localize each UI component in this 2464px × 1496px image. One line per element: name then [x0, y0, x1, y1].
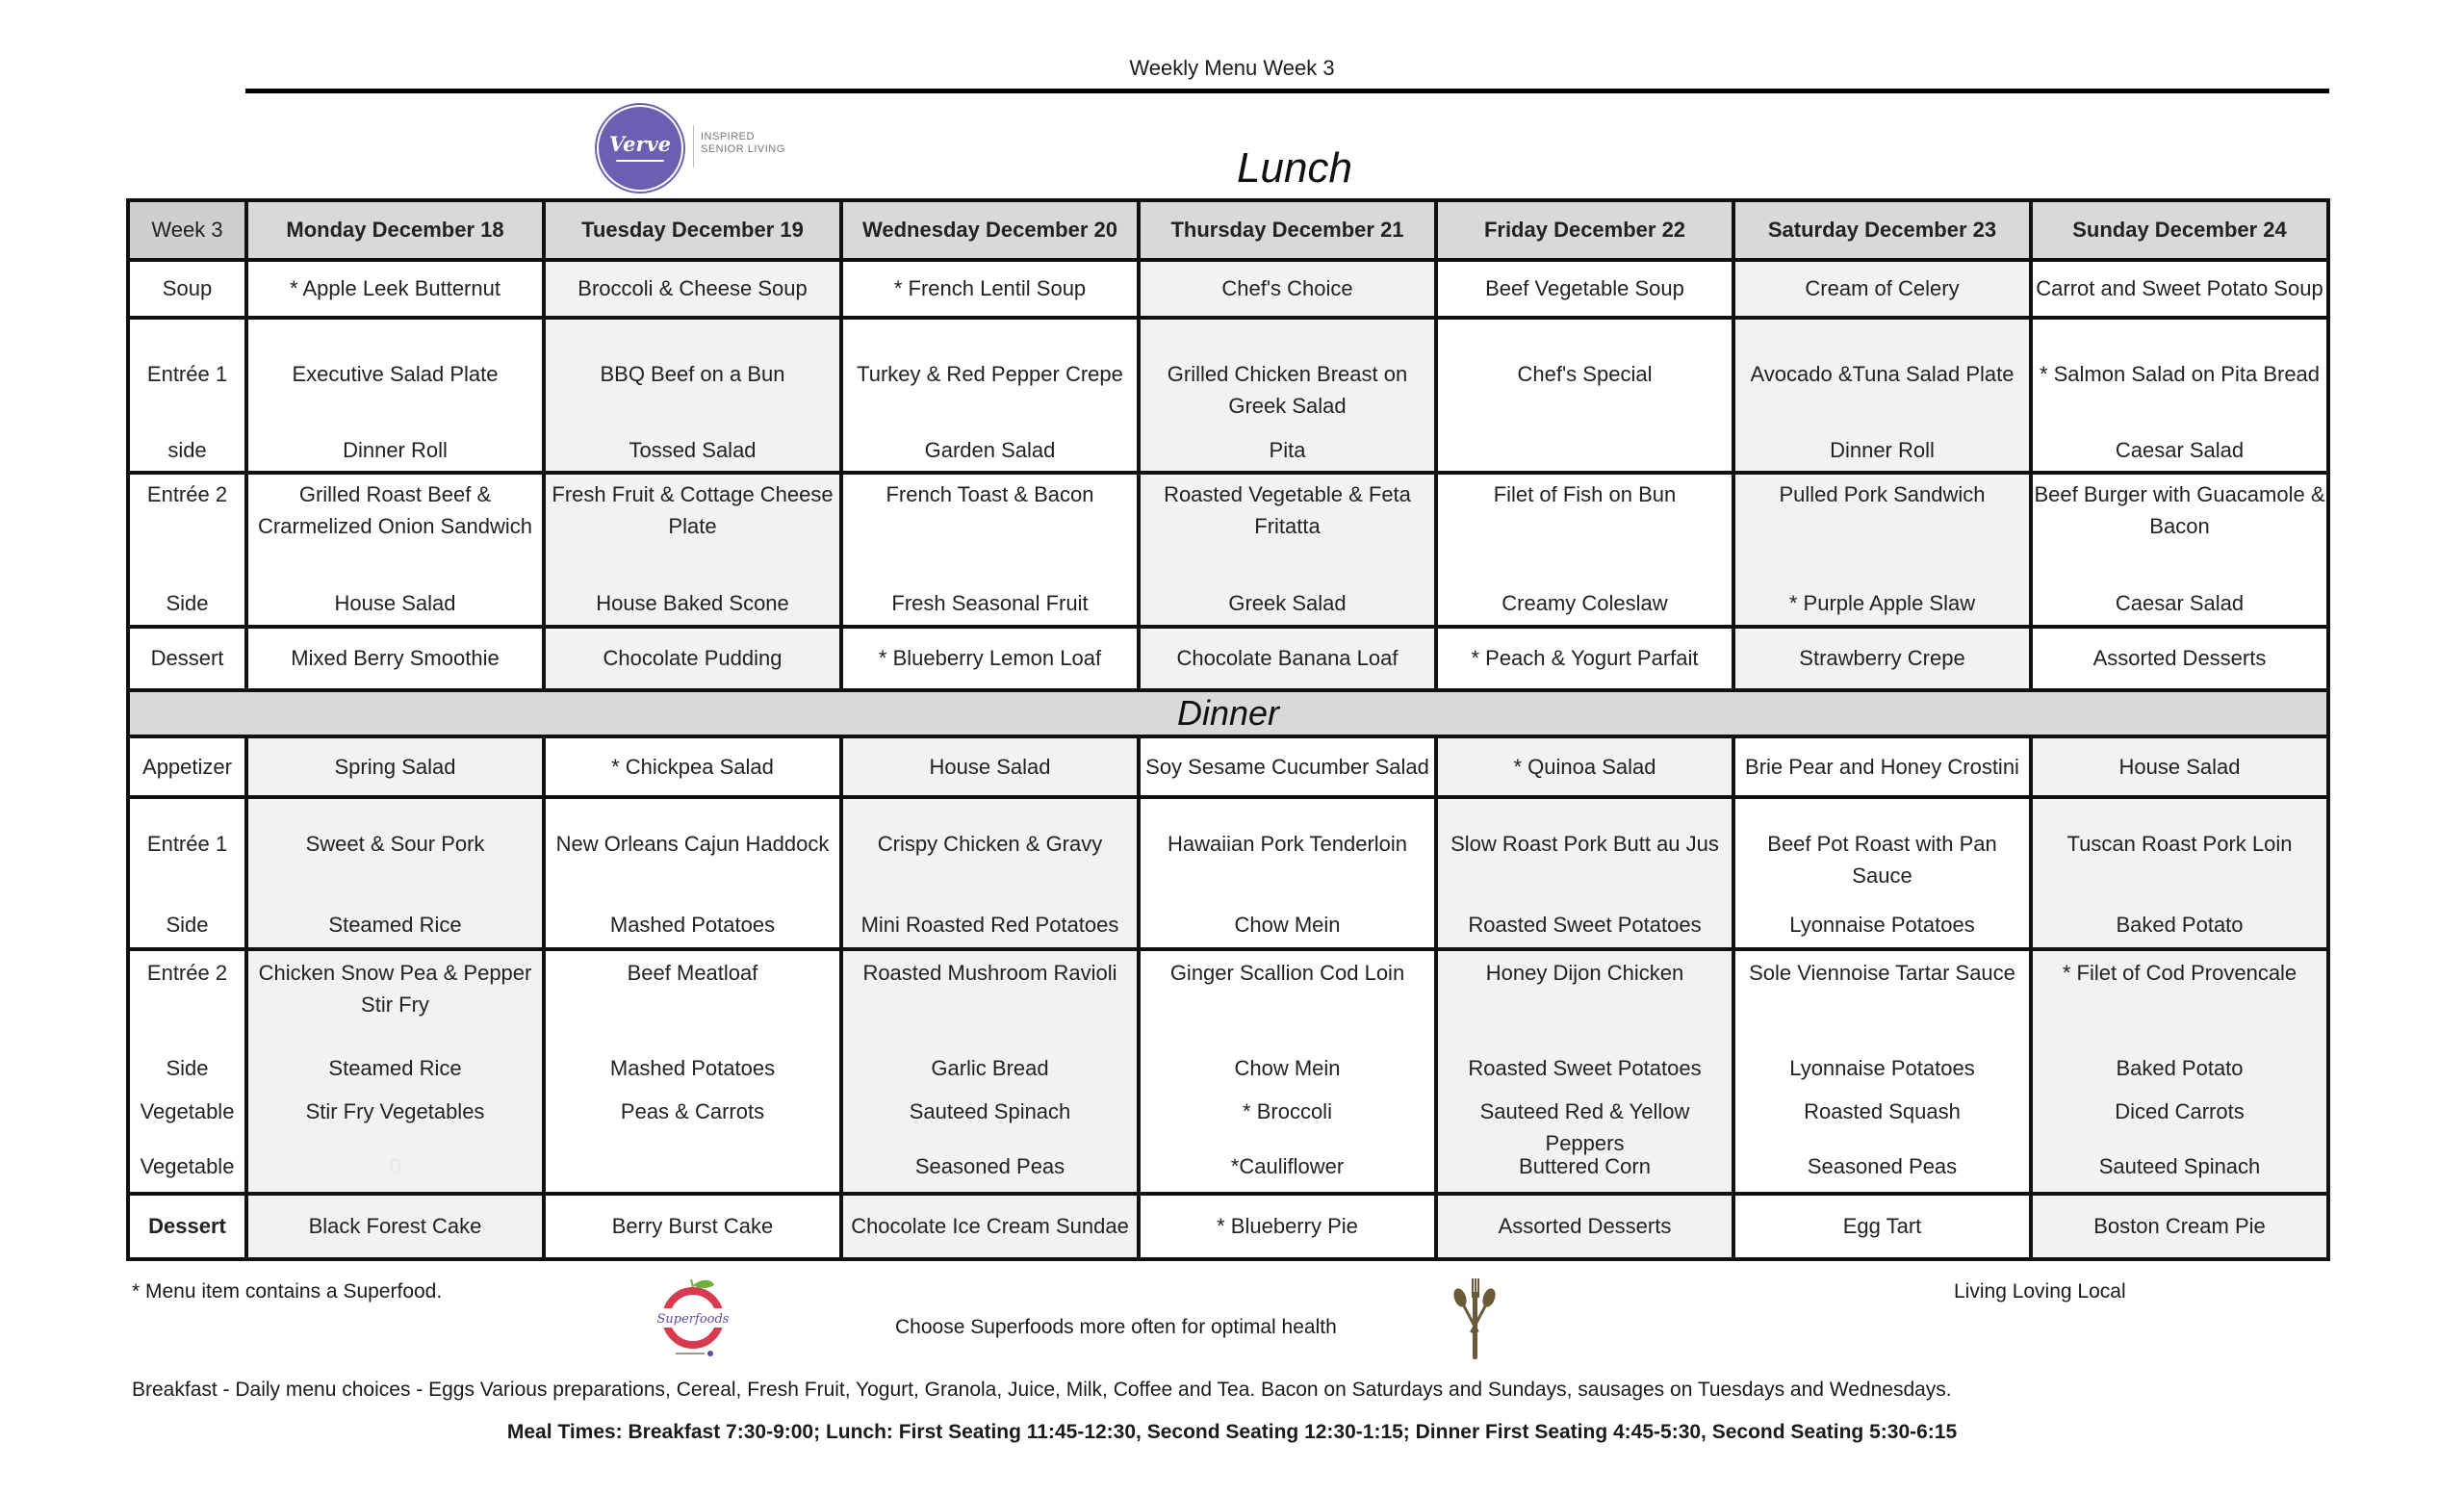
row-label: Soup	[128, 260, 246, 318]
menu-item: Roasted Squash	[1804, 1099, 1961, 1123]
cell-stack	[1735, 475, 2029, 625]
menu-item: Egg Tart	[1842, 1214, 1922, 1238]
menu-cell	[2031, 627, 2328, 690]
menu-cell	[1139, 736, 1436, 797]
menu-cell	[1733, 949, 2031, 1194]
menu-item: Chow Mein	[1234, 1056, 1341, 1080]
cell-stack	[1735, 320, 2029, 471]
menu-item: Grilled Roast Beef & Crarmelized Onion Sandwich	[258, 482, 532, 538]
lunch-soup-row	[128, 260, 2328, 318]
menu-cell	[544, 949, 841, 1194]
menu-item: Assorted Desserts	[1498, 1214, 1672, 1238]
menu-item: Broccoli & Cheese Soup	[578, 276, 808, 300]
row-label: Side	[166, 913, 209, 937]
menu-table	[126, 198, 2330, 1261]
menu-item: Stir Fry Vegetables	[305, 1099, 485, 1123]
cell-stack	[843, 799, 1137, 947]
menu-cell	[1436, 1194, 1733, 1259]
menu-cell	[841, 318, 1139, 473]
menu-cell	[1139, 318, 1436, 473]
menu-item: Buttered Corn	[1519, 1154, 1651, 1178]
row-label: Entrée 1	[146, 832, 228, 856]
menu-cell	[841, 473, 1139, 627]
menu-cell	[544, 797, 841, 949]
menu-item: * Salmon Salad on Pita Bread	[2039, 362, 2321, 386]
menu-item: Sauteed Red & Yellow Peppers	[1479, 1099, 1690, 1155]
menu-item: House Salad	[2118, 754, 2241, 779]
menu-item: Chicken Snow Pea & Pepper Stir Fry	[258, 961, 532, 1017]
document-title: Weekly Menu Week 3	[1129, 56, 1335, 80]
menu-item: Tossed Salad	[629, 438, 757, 462]
row-label-cell	[128, 473, 246, 627]
menu-cell	[841, 949, 1139, 1194]
menu-item: Lyonnaise Potatoes	[1789, 1056, 1975, 1080]
menu-item: Turkey & Red Pepper Crepe	[857, 362, 1123, 386]
row-label: Side	[166, 1056, 209, 1080]
menu-item: * French Lentil Soup	[893, 276, 1087, 300]
menu-item: Berry Burst Cake	[611, 1214, 774, 1238]
menu-item: Spring Salad	[334, 754, 456, 779]
menu-item: Carrot and Sweet Potato Soup	[2036, 276, 2323, 300]
cell-stack	[248, 951, 542, 1192]
row-label: Vegetable	[140, 1154, 235, 1178]
day-header: Monday December 18	[246, 200, 544, 260]
menu-item: Roasted Sweet Potatoes	[1468, 1056, 1702, 1080]
superfoods-tagline: Choose Superfoods more often for optimal health	[895, 1316, 1337, 1338]
week-label: Week 3	[128, 200, 246, 260]
menu-item: BBQ Beef on a Bun	[600, 362, 785, 386]
logo-tagline-line2: SENIOR LIVING	[701, 143, 785, 155]
cell-stack	[1141, 799, 1434, 947]
lunch-entree2-row	[128, 473, 2328, 627]
menu-item: Assorted Desserts	[2092, 646, 2267, 670]
menu-item: Chow Mein	[1234, 913, 1341, 937]
cell-stack	[2033, 475, 2326, 625]
header-rule	[245, 89, 2329, 93]
menu-cell	[246, 736, 544, 797]
row-label-cell	[128, 318, 246, 473]
menu-item: New Orleans Cajun Haddock	[555, 832, 830, 856]
row-label: Appetizer	[128, 736, 246, 797]
menu-cell	[841, 797, 1139, 949]
menu-item: Brie Pear and Honey Crostini	[1745, 754, 2019, 779]
row-label: side	[167, 438, 207, 462]
cell-stack	[1438, 320, 1732, 471]
menu-item: Diced Carrots	[2115, 1099, 2245, 1123]
row-label: Entrée 1	[146, 362, 228, 386]
row-label: Entrée 2	[146, 961, 228, 985]
menu-item: Ginger Scallion Cod Loin	[1169, 961, 1405, 985]
logo-tagline	[701, 131, 785, 156]
menu-item: Greek Salad	[1228, 591, 1347, 615]
menu-cell	[1139, 627, 1436, 690]
menu-item: Chef's Choice	[1221, 276, 1353, 300]
menu-item: Chocolate Ice Cream Sundae	[851, 1214, 1129, 1238]
row-label-cell	[128, 949, 246, 1194]
menu-cell	[1436, 627, 1733, 690]
menu-item: Grilled Chicken Breast on Greek Salad	[1167, 362, 1408, 418]
svg-text:Superfoods: Superfoods	[656, 1312, 730, 1327]
menu-item: * Blueberry Lemon Loaf	[878, 646, 1102, 670]
menu-cell	[1436, 318, 1733, 473]
logo-divider	[693, 125, 694, 168]
menu-item: Chocolate Pudding	[603, 646, 783, 670]
menu-item: Honey Dijon Chicken	[1485, 961, 1684, 985]
day-header-row	[128, 200, 2328, 260]
menu-item: Beef Burger with Guacamole & Bacon	[2034, 482, 2325, 538]
menu-cell	[1436, 949, 1733, 1194]
cell-stack	[130, 951, 244, 1192]
menu-cell	[246, 260, 544, 318]
menu-cell	[544, 473, 841, 627]
day-header: Friday December 22	[1436, 200, 1733, 260]
lunch-dessert-row	[128, 627, 2328, 690]
cell-stack	[248, 320, 542, 471]
menu-cell	[841, 1194, 1139, 1259]
menu-item: Roasted Vegetable & Feta Fritatta	[1164, 482, 1411, 538]
menu-item: Sauteed Spinach	[909, 1099, 1071, 1123]
meal-times: Meal Times: Breakfast 7:30-9:00; Lunch: First Seating 11:45-12:30, Second Seating 12:30-1:15; Dinner First Seating 4:45-5:30, Second Seating 5:30-6:15	[506, 1421, 1958, 1443]
menu-item: Peas & Carrots	[620, 1099, 765, 1123]
menu-item: Mixed Berry Smoothie	[291, 646, 500, 670]
logo-word: Verve	[608, 132, 672, 156]
day-header: Thursday December 21	[1139, 200, 1436, 260]
cell-stack	[1438, 799, 1732, 947]
menu-cell	[1733, 318, 2031, 473]
menu-item: Roasted Sweet Potatoes	[1468, 913, 1702, 937]
menu-cell	[1733, 627, 2031, 690]
cell-stack	[1141, 475, 1434, 625]
superfood-footnote: * Menu item contains a Superfood.	[132, 1280, 443, 1303]
menu-cell	[246, 1194, 544, 1259]
menu-item: Pulled Pork Sandwich	[1779, 482, 1986, 506]
menu-item: Chocolate Banana Loaf	[1176, 646, 1399, 670]
menu-item: Boston Cream Pie	[2093, 1214, 2266, 1238]
menu-item: House Baked Scone	[596, 591, 789, 615]
dinner-appetizer-row	[128, 736, 2328, 797]
menu-cell	[1733, 260, 2031, 318]
menu-cell	[2031, 949, 2328, 1194]
menu-cell	[1139, 260, 1436, 318]
cell-stack	[1141, 320, 1434, 471]
menu-item: Black Forest Cake	[308, 1214, 482, 1238]
menu-item: Executive Salad Plate	[292, 362, 499, 386]
menu-item: Filet of Fish on Bun	[1493, 482, 1677, 506]
menu-cell	[2031, 473, 2328, 627]
menu-item: Strawberry Crepe	[1799, 646, 1965, 670]
menu-cell	[246, 473, 544, 627]
verve-logo	[597, 105, 683, 192]
row-label: Dessert	[128, 1194, 246, 1259]
menu-cell	[841, 736, 1139, 797]
menu-item: Seasoned Peas	[1807, 1154, 1958, 1178]
menu-item: Lyonnaise Potatoes	[1789, 913, 1975, 937]
menu-cell	[544, 736, 841, 797]
menu-item: French Toast & Bacon	[886, 482, 1094, 506]
menu-cell	[2031, 797, 2328, 949]
menu-cell	[544, 318, 841, 473]
menu-item: Fresh Seasonal Fruit	[891, 591, 1089, 615]
menu-item: * Apple Leek Butternut	[290, 276, 500, 300]
dinner-dessert-row	[128, 1194, 2328, 1259]
menu-cell	[1139, 797, 1436, 949]
row-label: Entrée 2	[146, 482, 228, 506]
menu-item: Beef Vegetable Soup	[1485, 276, 1684, 300]
menu-item: Caesar Salad	[2115, 438, 2245, 462]
menu-item: Creamy Coleslaw	[1502, 591, 1668, 615]
day-header: Tuesday December 19	[544, 200, 841, 260]
menu-cell	[1139, 473, 1436, 627]
dinner-header-row	[128, 690, 2328, 736]
cell-stack	[843, 951, 1137, 1192]
cell-stack	[843, 320, 1137, 471]
dinner-title: Dinner	[1176, 693, 1280, 733]
menu-cell	[246, 318, 544, 473]
menu-item: * Chickpea Salad	[611, 754, 774, 779]
menu-cell	[1139, 949, 1436, 1194]
cell-stack	[2033, 799, 2326, 947]
menu-cell	[2031, 736, 2328, 797]
cell-stack	[1735, 799, 2029, 947]
menu-cell	[1733, 473, 2031, 627]
menu-cell	[1139, 1194, 1436, 1259]
cell-stack	[248, 475, 542, 625]
breakfast-note: Breakfast - Daily menu choices - Eggs Various preparations, Cereal, Fresh Fruit, Yogurt, Granola, Juice, Milk, Coffee and Tea. Bacon on Saturdays and Sundays, sausages on Tuesdays and Wednesdays.	[132, 1379, 1952, 1401]
dinner-entree1-row	[128, 797, 2328, 949]
menu-cell	[246, 627, 544, 690]
menu-item: * Purple Apple Slaw	[1788, 591, 1976, 615]
menu-cell	[1436, 797, 1733, 949]
menu-cell	[544, 260, 841, 318]
menu-item: * Broccoli	[1243, 1099, 1332, 1123]
menu-item: Garden Salad	[924, 438, 1056, 462]
cell-stack	[2033, 320, 2326, 471]
row-label: Side	[166, 591, 209, 615]
menu-item: Fresh Fruit & Cottage Cheese Plate	[552, 482, 834, 538]
menu-item: House Salad	[929, 754, 1051, 779]
menu-item: Crispy Chicken & Gravy	[877, 832, 1103, 856]
menu-cell	[841, 260, 1139, 318]
utensils-icon	[1453, 1278, 1496, 1359]
menu-cell	[2031, 318, 2328, 473]
day-header: Sunday December 24	[2031, 200, 2328, 260]
menu-item: * Quinoa Salad	[1513, 754, 1656, 779]
menu-item: House Salad	[334, 591, 456, 615]
menu-item: * Blueberry Pie	[1217, 1214, 1358, 1238]
cell-stack	[1141, 951, 1434, 1192]
menu-item: Seasoned Peas	[914, 1154, 1065, 1178]
menu-item: Dinner Roll	[343, 438, 448, 462]
logo-swash	[616, 160, 664, 162]
cell-stack	[248, 799, 542, 947]
menu-item: 0	[389, 1154, 401, 1178]
menu-item: Dinner Roll	[1830, 438, 1935, 462]
menu-cell	[841, 627, 1139, 690]
cell-stack	[843, 475, 1137, 625]
menu-cell	[1733, 797, 2031, 949]
menu-item: Chef's Special	[1517, 362, 1653, 386]
menu-item: Cream of Celery	[1805, 276, 1960, 300]
cell-stack	[1438, 475, 1732, 625]
menu-cell	[1436, 260, 1733, 318]
menu-cell	[246, 949, 544, 1194]
row-label-cell	[128, 797, 246, 949]
menu-item: Mini Roasted Red Potatoes	[860, 913, 1119, 937]
menu-item: Pita	[1269, 438, 1306, 462]
lunch-entree1-row	[128, 318, 2328, 473]
cell-stack	[546, 799, 839, 947]
menu-item: *Cauliflower	[1230, 1154, 1345, 1178]
menu-cell	[1436, 473, 1733, 627]
cell-stack	[1438, 951, 1732, 1192]
menu-item: Garlic Bread	[931, 1056, 1049, 1080]
logo-tagline-line1: INSPIRED	[701, 131, 755, 142]
day-header: Saturday December 23	[1733, 200, 2031, 260]
menu-item: Roasted Mushroom Ravioli	[862, 961, 1117, 985]
row-label: Vegetable	[140, 1099, 235, 1123]
menu-item: Mashed Potatoes	[609, 1056, 776, 1080]
dinner-entree2-row	[128, 949, 2328, 1194]
cell-stack	[130, 799, 244, 947]
menu-item: Caesar Salad	[2115, 591, 2245, 615]
menu-item: Sole Viennoise Tartar Sauce	[1749, 961, 2015, 985]
menu-item: Beef Meatloaf	[627, 961, 758, 985]
menu-cell	[1733, 1194, 2031, 1259]
menu-item: * Filet of Cod Provencale	[2062, 961, 2297, 985]
cell-stack	[546, 951, 839, 1192]
menu-item: Slow Roast Pork Butt au Jus	[1450, 832, 1719, 856]
cell-stack	[546, 475, 839, 625]
living-loving-local: Living Loving Local	[1954, 1280, 2126, 1303]
menu-item: Baked Potato	[2116, 1056, 2244, 1080]
menu-item: Soy Sesame Cucumber Salad	[1145, 754, 1429, 779]
dinner-header-cell	[128, 690, 2328, 736]
menu-item: Steamed Rice	[328, 1056, 462, 1080]
menu-item: Avocado &Tuna Salad Plate	[1750, 362, 2015, 386]
menu-cell	[1733, 736, 2031, 797]
menu-item: Sauteed Spinach	[2098, 1154, 2261, 1178]
day-header: Wednesday December 20	[841, 200, 1139, 260]
menu-cell	[2031, 260, 2328, 318]
lunch-title: Lunch	[1237, 144, 1352, 192]
menu-cell	[544, 627, 841, 690]
superfoods-logo-icon	[654, 1276, 732, 1362]
menu-item: Steamed Rice	[328, 913, 462, 937]
menu-item: Beef Pot Roast with Pan Sauce	[1767, 832, 1997, 888]
cell-stack	[1735, 951, 2029, 1192]
menu-cell	[2031, 1194, 2328, 1259]
menu-item: * Peach & Yogurt Parfait	[1471, 646, 1699, 670]
cell-stack	[2033, 951, 2326, 1192]
menu-cell	[544, 1194, 841, 1259]
cell-stack	[130, 320, 244, 471]
menu-item: Hawaiian Pork Tenderloin	[1167, 832, 1408, 856]
menu-cell	[1436, 736, 1733, 797]
cell-stack	[130, 475, 244, 625]
cell-stack	[546, 320, 839, 471]
menu-item: Mashed Potatoes	[609, 913, 776, 937]
menu-item: Sweet & Sour Pork	[305, 832, 485, 856]
menu-item: Tuscan Roast Pork Loin	[2066, 832, 2293, 856]
menu-item: Baked Potato	[2116, 913, 2244, 937]
row-label: Dessert	[128, 627, 246, 690]
menu-cell	[246, 797, 544, 949]
